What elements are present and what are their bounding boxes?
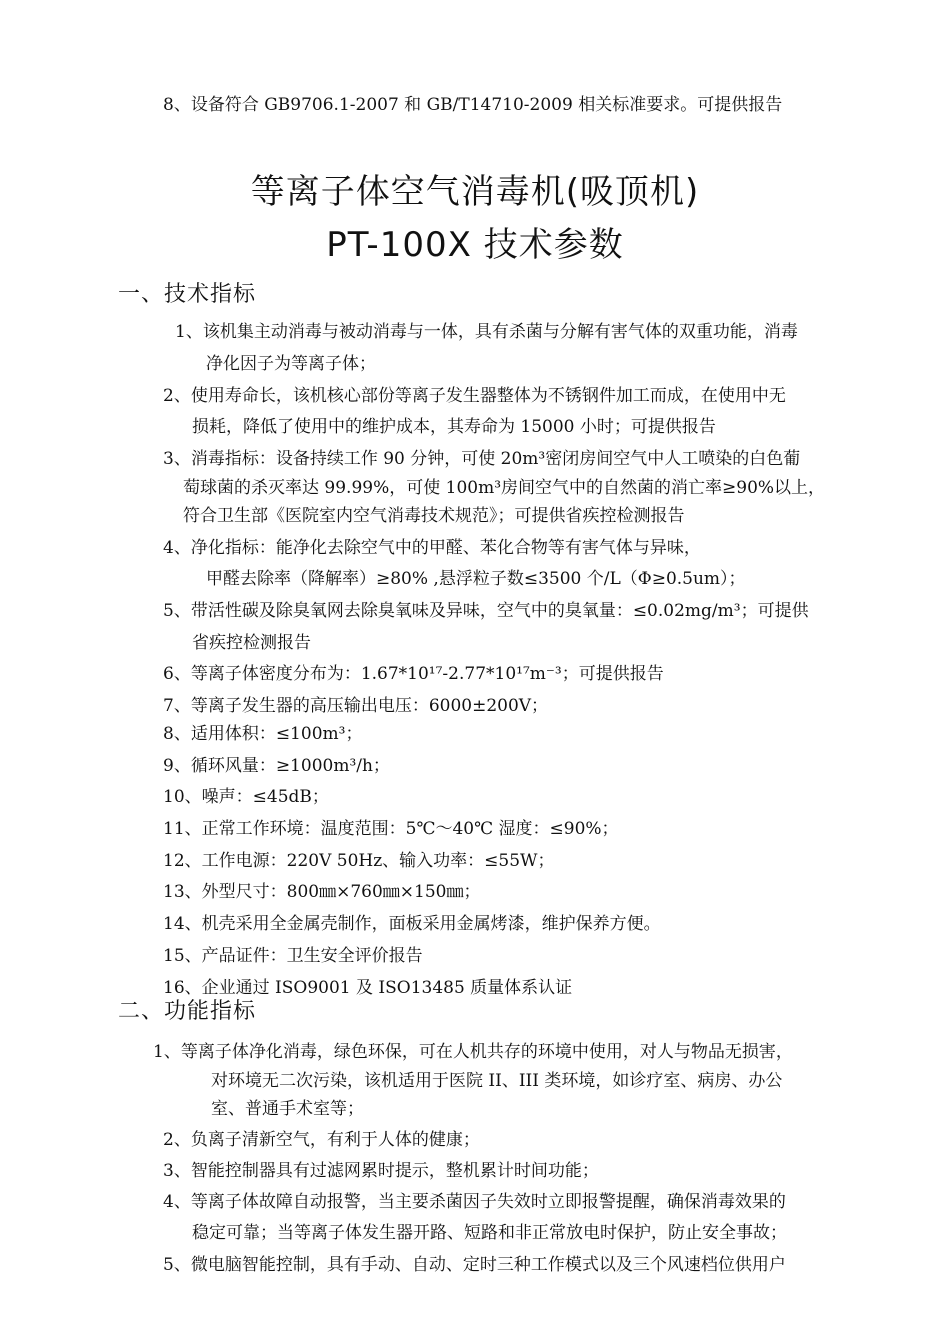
section1-line: 8、适用体积：≤100m³；: [163, 724, 363, 744]
section1-line: 省疾控检测报告: [192, 633, 311, 653]
section1-line: 损耗，降低了使用中的维护成本，其寿命为 15000 小时；可提供报告: [192, 417, 716, 437]
section2-line: 室、普通手术室等；: [211, 1099, 364, 1119]
section2-line: 1、等离子体净化消毒，绿色环保，可在人机共存的环境中使用，对人与物品无损害，: [153, 1042, 793, 1062]
section1-line: 10、噪声：≤45dB；: [163, 787, 329, 807]
section2-line: 对环境无二次污染，该机适用于医院 II、III 类环境，如诊疗室、病房、办公: [211, 1071, 783, 1091]
section1-line: 14、机壳采用全金属壳制作，面板采用金属烤漆，维护保养方便。: [163, 914, 661, 934]
section1-line: 12、工作电源：220V 50Hz、输入功率：≤55W；: [163, 851, 555, 871]
section1-line: 萄球菌的杀灭率达 99.99%，可使 100m³房间空气中的自然菌的消亡率≥90%以上，: [183, 478, 826, 498]
section1-line: 4、净化指标：能净化去除空气中的甲醛、苯化合物等有害气体与异味，: [163, 538, 701, 558]
section2-line: 2、负离子清新空气，有利于人体的健康；: [163, 1130, 480, 1150]
section1-line: 11、正常工作环境：温度范围：5℃～40℃ 湿度：≤90%；: [163, 819, 619, 839]
section1-line: 净化因子为等离子体；: [206, 354, 376, 374]
section1-line: 3、消毒指标：设备持续工作 90 分钟，可使 20m³密闭房间空气中人工喷染的白色葡: [163, 449, 801, 469]
section2-line: 稳定可靠；当等离子体发生器开路、短路和非正常放电时保护，防止安全事故；: [192, 1223, 787, 1243]
section2-heading: 二、功能指标: [118, 999, 257, 1024]
section1-line: 符合卫生部《医院室内空气消毒技术规范》；可提供省疾控检测报告: [183, 506, 685, 526]
section2-line: 4、等离子体故障自动报警，当主要杀菌因子失效时立即报警提醒，确保消毒效果的: [163, 1192, 786, 1212]
section1-line: 16、企业通过 ISO9001 及 ISO13485 质量体系认证: [163, 978, 573, 998]
section1-line: 甲醛去除率（降解率）≥80% ,悬浮粒子数≤3500 个/L（Φ≥0.5um）；: [206, 569, 746, 589]
document-title-line1: 等离子体空气消毒机(吸顶机): [250, 172, 700, 212]
section1-line: 15、产品证件：卫生安全评价报告: [163, 946, 423, 966]
section1-line: 2、使用寿命长，该机核心部份等离子发生器整体为不锈钢件加工而成，在使用中无: [163, 386, 786, 406]
section1-line: 9、循环风量：≥1000m³/h；: [163, 756, 390, 776]
section1-line: 13、外型尺寸：800㎜×760㎜×150㎜；: [163, 882, 481, 902]
section2-line: 5、微电脑智能控制，具有手动、自动、定时三种工作模式以及三个风速档位供用户: [163, 1255, 786, 1275]
section1-line: 6、等离子体密度分布为：1.67*10¹⁷-2.77*10¹⁷m⁻³；可提供报告: [163, 664, 664, 684]
section1-line: 7、等离子发生器的高压输出电压：6000±200V；: [163, 696, 549, 716]
section2-line: 3、智能控制器具有过滤网累时提示，整机累计时间功能；: [163, 1161, 599, 1181]
document-title-line2: PT-100X 技术参数: [326, 225, 624, 265]
section1-line: 1、该机集主动消毒与被动消毒与一体，具有杀菌与分解有害气体的双重功能，消毒: [175, 322, 798, 342]
section1-heading: 一、技术指标: [118, 282, 257, 307]
section1-line: 5、带活性碳及除臭氧网去除臭氧味及异味，空气中的臭氧量：≤0.02mg/m³；可提供: [163, 601, 809, 621]
top-note: 8、设备符合 GB9706.1-2007 和 GB/T14710-2009 相关标准要求。可提供报告: [163, 95, 783, 115]
